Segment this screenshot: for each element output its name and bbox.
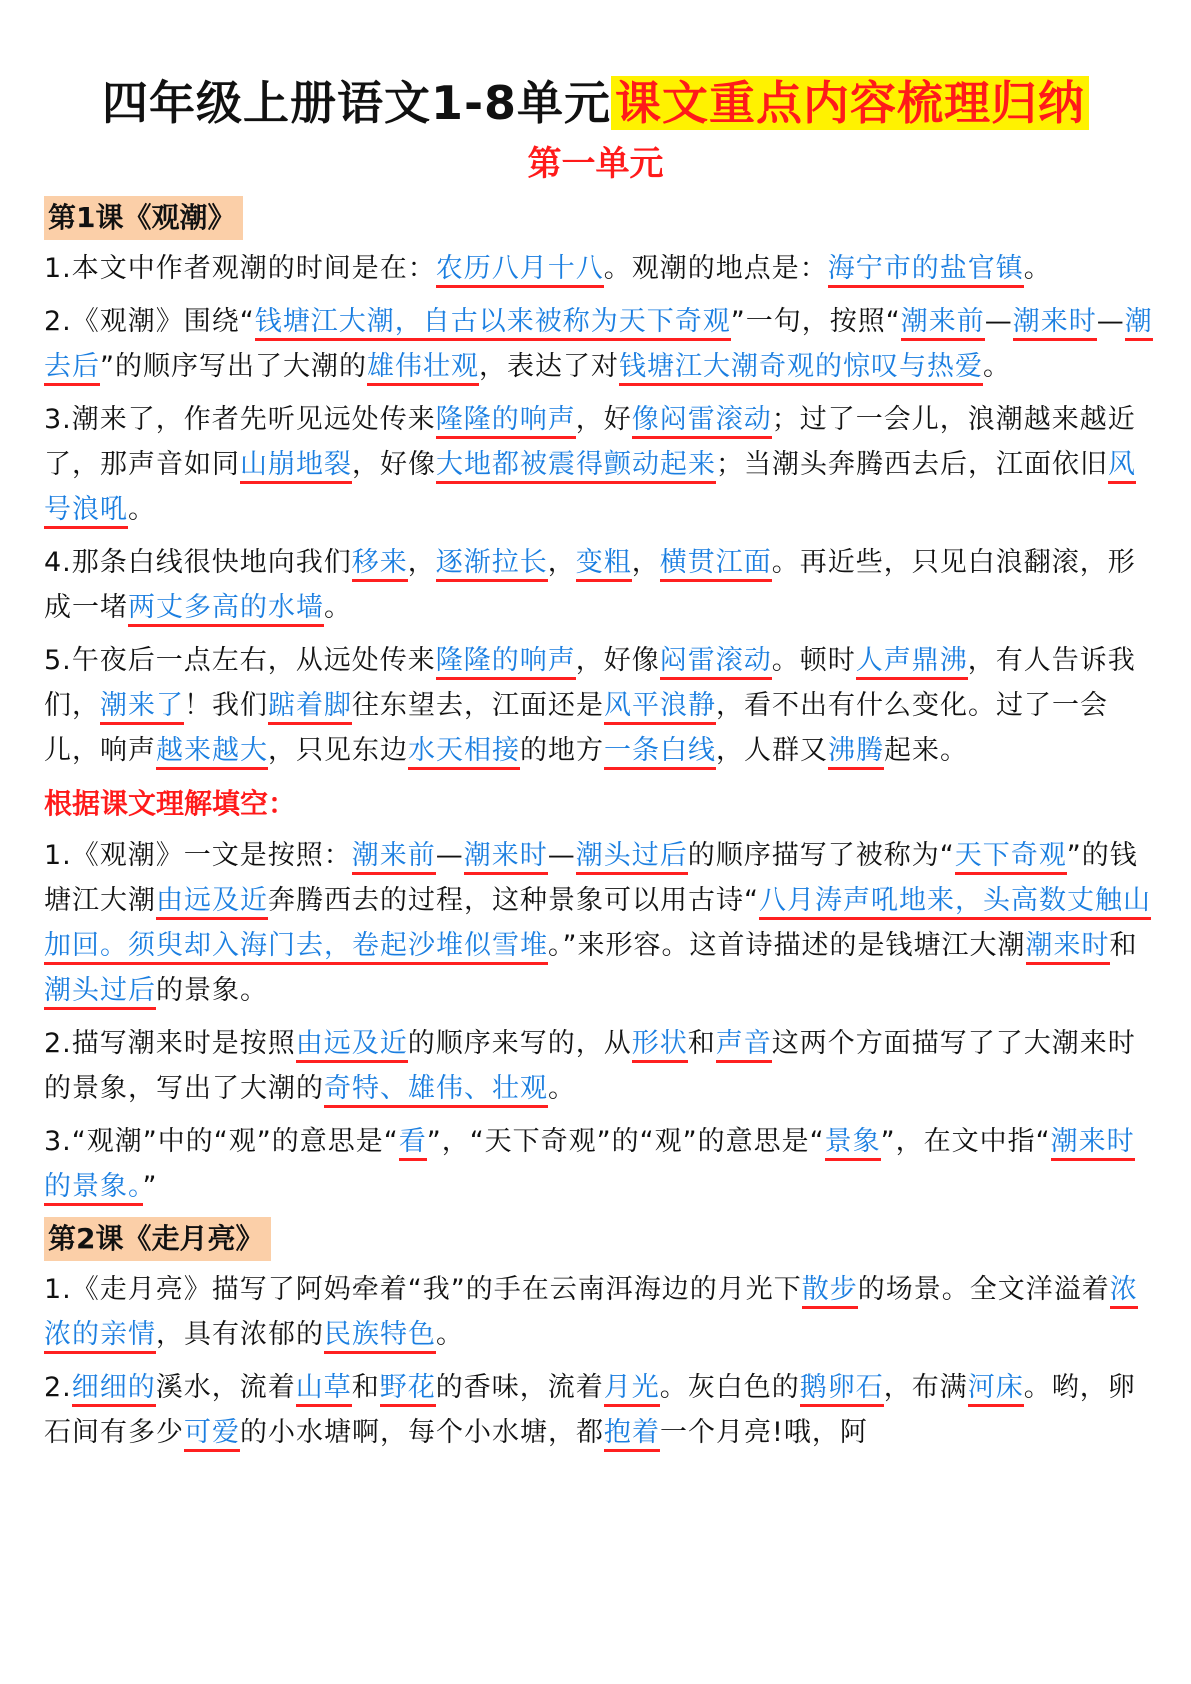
unit-subtitle: 第一单元 [527, 144, 664, 184]
answer-text: 海宁市的盐官镇 [828, 253, 1024, 288]
body-text: ，好像 [352, 449, 436, 480]
answer-text: 细细的 [72, 1372, 156, 1407]
body-text: 4.那条白线很快地向我们 [44, 547, 352, 578]
body-text: 2. [44, 1372, 72, 1403]
paragraph [44, 833, 1154, 1013]
answer-text: 由远及近 [156, 885, 268, 920]
body-text: ，好 [575, 404, 632, 435]
answer-text: 风平浪静 [604, 690, 716, 725]
body-text: ；当潮头奔腾西去后，江面依旧 [716, 449, 1108, 480]
body-text: 一个月亮!哦，阿 [660, 1417, 868, 1448]
answer-text: 潮头过后 [576, 840, 688, 875]
answer-text: 踮着脚 [268, 690, 352, 725]
paragraph [44, 638, 1154, 773]
answer-text: 山崩地裂 [240, 449, 352, 484]
body-text: 1.本文中作者观潮的时间是在： [44, 253, 436, 284]
answer-text: 雄伟壮观 [367, 351, 479, 386]
title-plain: 四年级上册语文1-8单元 [101, 76, 612, 130]
answer-text: 由远及近 [296, 1028, 408, 1063]
body-text: ，具有浓郁的 [156, 1319, 324, 1350]
answer-text: 野花 [380, 1372, 436, 1407]
answer-text: 风号浪吼 [44, 449, 1136, 529]
body-text: 的景象。 [156, 975, 268, 1006]
answer-text: 河床 [968, 1372, 1024, 1407]
body-text: 溪水，流着 [155, 1372, 296, 1403]
body-text: ，表达了对 [479, 351, 619, 382]
answer-text: 潮头过后 [44, 975, 156, 1010]
answer-text: 潮来时的景象。 [44, 1126, 1135, 1206]
paragraph [44, 1365, 1154, 1455]
body-text: ；过了一会儿，浪潮越来越近了，那声音如同 [44, 404, 1136, 480]
lesson-heading: 第1课《观潮》 [44, 196, 243, 240]
answer-text: 潮去后 [44, 306, 1153, 386]
body-text: 的地方 [520, 735, 604, 766]
body-text: 的小水塘啊，每个小水塘，都 [240, 1417, 604, 1448]
answer-text: 可爱 [184, 1417, 240, 1452]
paragraph [44, 540, 1154, 630]
body-text: 。顿时 [771, 645, 856, 676]
answer-text: 人声鼎沸 [856, 645, 968, 680]
answer-text: 潮来时 [1026, 930, 1110, 965]
answer-text: 越来越大 [156, 735, 268, 770]
paragraph [44, 246, 1154, 291]
answer-text: 横贯江面 [660, 547, 772, 582]
body-text: — [547, 840, 576, 871]
answer-text: 奇特、雄伟、壮观 [324, 1073, 548, 1108]
paragraph [44, 397, 1154, 532]
body-text: 和 [1109, 930, 1138, 961]
lesson-1 [44, 196, 1154, 1209]
answer-text: 潮来前 [901, 306, 985, 341]
answer-text: 山草 [296, 1372, 352, 1407]
answer-text: 声音 [716, 1028, 772, 1063]
answer-text: 形状 [632, 1028, 688, 1063]
content [44, 196, 1154, 1463]
page-title [0, 72, 1191, 134]
body-text: 3.潮来了，作者先听见远处传来 [44, 404, 436, 435]
answer-text: 农历八月十八 [436, 253, 604, 288]
body-text: ， [547, 547, 576, 578]
body-text: 这两个方面描写了了大潮来时的景象，写出了大潮的 [44, 1028, 1136, 1104]
answer-text: 抱着 [604, 1417, 660, 1452]
fill-in-section-heading: 根据课文理解填空： [44, 787, 297, 820]
answer-text: 散步 [802, 1274, 858, 1309]
body-text: 。 [436, 1319, 464, 1350]
answer-text: 两丈多高的水墙 [128, 592, 324, 627]
body-text: ， [631, 547, 660, 578]
answer-text: 浓浓的亲情 [44, 1274, 1138, 1354]
answer-text: 水天相接 [408, 735, 520, 770]
paragraph [44, 1021, 1154, 1111]
body-text: ，看不出有什么变化。过了一会儿，响声 [44, 690, 1108, 766]
body-text: 往东望去，江面还是 [352, 690, 604, 721]
body-text: ！我们 [184, 690, 268, 721]
answer-text: 钱塘江大潮，自古以来被称为天下奇观 [255, 306, 731, 341]
answer-text: 八月涛声吼地来，头高数丈触山加回。须臾却入海门去，卷起沙堆似雪堆 [44, 885, 1151, 965]
lesson-heading: 第2课《走月亮》 [44, 1217, 271, 1261]
body-text: ”的顺序写出了大潮的 [100, 351, 367, 382]
body-text: 2.《观潮》围绕“ [44, 306, 255, 337]
body-text: ，好像 [575, 645, 660, 676]
answer-text: 移来 [352, 547, 408, 582]
body-text: 。”来形容。这首诗描述的是钱塘江大潮 [548, 930, 1026, 961]
body-text: 的顺序描写了被称为“ [687, 840, 955, 871]
body-text: 。哟，卵石间有多少 [44, 1372, 1136, 1448]
body-text: ，只见东边 [268, 735, 408, 766]
body-text: 。灰白色的 [659, 1372, 800, 1403]
answer-text: 景象 [825, 1126, 881, 1161]
paragraph [44, 1267, 1154, 1357]
body-text: 。 [128, 494, 156, 525]
lesson-2 [44, 1217, 1154, 1455]
body-text: 。观潮的地点是： [603, 253, 828, 284]
answer-text: 隆隆的响声 [436, 645, 576, 680]
paragraph [44, 1119, 1154, 1209]
answer-text: 像闷雷滚动 [632, 404, 772, 439]
body-text: 1.《走月亮》描写了阿妈牵着“我”的手在云南洱海边的月光下 [44, 1274, 802, 1305]
answer-text: 潮来了 [100, 690, 184, 725]
answer-text: 看 [399, 1126, 427, 1161]
body-text: 3.“观潮”中的“观”的意思是“ [44, 1126, 399, 1157]
body-text: ”，在文中指“ [880, 1126, 1051, 1157]
body-text: ， [407, 547, 436, 578]
body-text: — [984, 306, 1013, 337]
answer-text: 潮来时 [464, 840, 548, 875]
answer-text: 天下奇观 [955, 840, 1067, 875]
answer-text: 变粗 [576, 547, 632, 582]
answer-text: 潮来前 [352, 840, 436, 875]
answer-text: 大地都被震得颤动起来 [436, 449, 716, 484]
answer-text: 民族特色 [324, 1319, 436, 1354]
answer-text: 月光 [604, 1372, 660, 1407]
answer-text: 隆隆的响声 [436, 404, 576, 439]
body-text: 。 [548, 1073, 576, 1104]
body-text: 起来。 [884, 735, 968, 766]
body-text: ” [142, 1171, 158, 1202]
body-text: 。 [324, 592, 352, 623]
body-text: ”的钱塘江大潮 [44, 840, 1138, 916]
body-text: ”，“天下奇观”的“观”的意思是“ [426, 1126, 825, 1157]
body-text: 的顺序来写的，从 [407, 1028, 632, 1059]
body-text: ，有人告诉我们， [44, 645, 1136, 721]
body-text: 的场景。全文洋溢着 [857, 1274, 1110, 1305]
body-text: 。再近些，只见白浪翻滚，形成一堵 [44, 547, 1136, 623]
title-highlighted: 课文重点内容梳理归纳 [611, 76, 1089, 130]
answer-text: 鹅卵石 [800, 1372, 884, 1407]
answer-text: 钱塘江大潮奇观的惊叹与热爱 [619, 351, 983, 386]
body-text: 5.午夜后一点左右，从远处传来 [44, 645, 436, 676]
body-text: 。 [1023, 253, 1052, 284]
body-text: — [435, 840, 464, 871]
body-text: 1.《观潮》一文是按照： [44, 840, 352, 871]
body-text: 奔腾西去的过程，这种景象可以用古诗“ [268, 885, 759, 916]
body-text: 和 [687, 1028, 716, 1059]
answer-text: 逐渐拉长 [436, 547, 548, 582]
answer-text: 沸腾 [828, 735, 884, 770]
paragraph [44, 299, 1154, 389]
body-text: ，人群又 [716, 735, 828, 766]
body-text: 。 [983, 351, 1011, 382]
body-text: ，布满 [883, 1372, 968, 1403]
answer-text: 闷雷滚动 [660, 645, 772, 680]
answer-text: 潮来时 [1013, 306, 1097, 341]
answer-text: 一条白线 [604, 735, 716, 770]
body-text: ”一句，按照“ [730, 306, 901, 337]
body-text: 的香味，流着 [435, 1372, 604, 1403]
body-text: 和 [351, 1372, 380, 1403]
body-text: 2.描写潮来时是按照 [44, 1028, 296, 1059]
body-text: — [1096, 306, 1125, 337]
